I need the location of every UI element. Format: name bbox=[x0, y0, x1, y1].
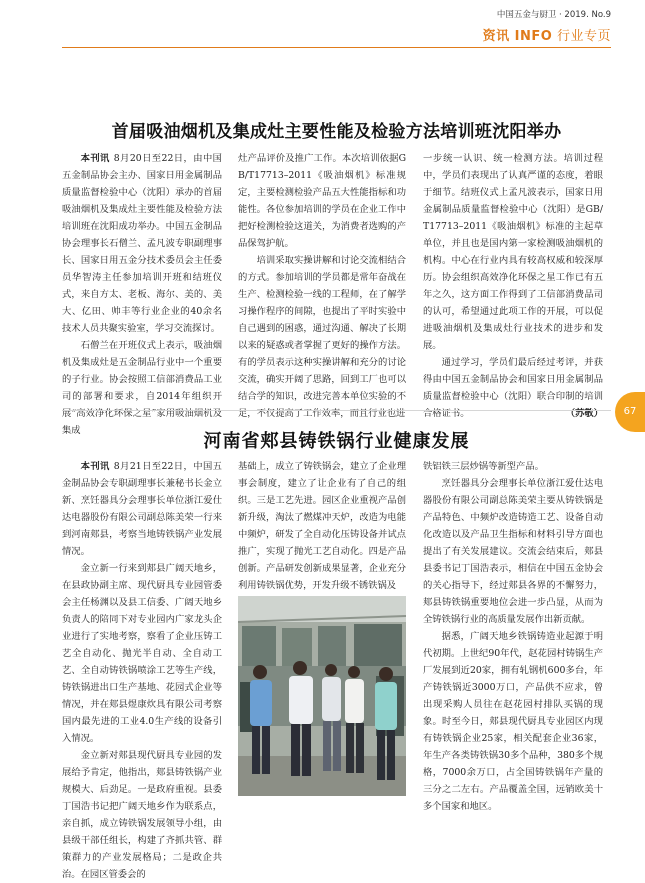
factory-visit-photo bbox=[238, 596, 406, 796]
article-divider bbox=[62, 410, 611, 411]
issue-info: 中国五金与厨卫 · 2019. No.9 bbox=[496, 10, 611, 20]
article1-byline: 本刊讯 bbox=[80, 153, 110, 164]
article2-column-2 bbox=[238, 458, 406, 594]
article1-title: 首届吸油烟机及集成灶主要性能及检验方法培训班沈阳举办 bbox=[111, 122, 562, 142]
article1-signature: （苏敬） bbox=[565, 408, 603, 419]
section-name: 行业专页 bbox=[556, 29, 611, 44]
section-header bbox=[483, 25, 611, 44]
article1-paragraph: 培训采取实操讲解和讨论交流相结合的方式。参加培训的学员都是常年奋战在生产、检测检验一线的工程师，在了解学习操作程序的间隙，也提出了平时实验中自己遇到的困惑，通过沟通、解决了长期以来的疑惑或者掌握了更好的操作方法。有的学员表示这种实操讲解和充分的讨论交流，确实开阔了思路，回到工厂也可以结合学的知识，改进完善本单位实验的不足，不仅提高了工作效率，而且行业也进 bbox=[238, 255, 406, 419]
article2-paragraph: 铁铝铁三层炒锅等新型产品。 bbox=[423, 461, 544, 472]
article1-paragraph: 8月20日至22日，由中国五金制品协会主办、国家日用金属制品质量监督检验中心（沈阳）承办的首届吸油烟机及集成灶主要性能及检验方法培训班在沈阳成功举办。中国五金制品协会理事长石僧兰、孟凡波专职副理事长、国家日用五金分技术委员会主任委员华智涛主任参加培训开班和结班仪式，来自方太、老板、海尔、美的、美大、亿田、帅丰等行业企业的40余名技术人员共聚实验室，学习交流探讨。 bbox=[62, 153, 222, 334]
article1-column-3 bbox=[423, 150, 603, 422]
article1-paragraph: 灶产品评价及推广工作。本次培训依据GB/T17713–2011《吸油烟机》标准规定，主要检测检验产品五大性能指标和功能性。各位参加培训的学员在企业工作中把好检测检验这道关，为消费者选购的产品保驾护航。 bbox=[238, 153, 406, 249]
header-rule bbox=[62, 47, 611, 48]
article2-column-3 bbox=[423, 458, 603, 815]
section-prefix: 资讯 INFO bbox=[482, 29, 553, 44]
article2-paragraph: 据悉，广阔天地乡铁锅铸造业起源于明代初期。上世纪90年代，赵花园村铸锅生产厂发展到近20家，拥有轧钢机600多台，年产铸铁锅近3000万口，产品供不应求，曾出现采购人员往在赵花园村排队买锅的现象。时至今日，郏县现代厨具专业园区内现有铸铁锅企业25家，相关配套企业36家，年生产各类铸铁锅30多个品种，380多个规格，7000余万口，占全国铸铁锅年产量的三分之二左右。产品覆盖全国，远销欧美十多个国家和地区。 bbox=[423, 631, 603, 812]
article2-paragraph: 8月21日至22日，中国五金制品协会专职副理事长兼秘书长金立新、烹饪器具分会理事长单位浙江爱仕达电器股份有限公司副总陈美荣一行来到河南郏县，考察当地铸铁锅产业发展情况。 bbox=[62, 461, 222, 557]
article2-paragraph: 金立新一行来到郏县广阔天地乡，在县政协副主席、现代厨具专业园管委会主任杨渊以及县工信委、广阔天地乡负责人的陪同下对专业园内广家龙头企业进行了实地考察，察看了企业压铸工艺全自动化、抛光半自动、全自动工艺、全自动铸铁锅喷涂工艺等生产线，铸铁锅进出口生产基地、花园式企业等情况，并在郏县煜康炊具有限公司考察国内最先进的工业4.0生产线的设备引入情况。 bbox=[62, 563, 222, 744]
article1-paragraph: 一步统一认识、统一检测方法。培训过程中，学员们表现出了认真严谨的态度，着眼于细节。结班仪式上孟凡波表示，国家日用金属制品质量监督检验中心（沈阳）是GB/T17713–2011《吸油烟机》标准的主起草单位，并且也是国内第一家检测吸油烟机的机构。中心在行业内具有较高权威和较深厚历。协会组织高效净化环保之星工作已有五年之久，这方面工作得到了工信部消费品司的认可，希望通过此项工作的开展，可以促进吸油烟机及集成灶行业技术的进步和发展。 bbox=[423, 153, 603, 351]
article2-column-1 bbox=[62, 458, 222, 883]
article2-byline: 本刊讯 bbox=[80, 461, 110, 472]
article1-paragraph: 通过学习，学员们最后经过考评，并获得由中国五金制品协会和国家日用金属制品质量监督检验中心（沈阳）联合印制的培训合格证书。 bbox=[423, 357, 603, 419]
article2-title: 河南省郏县铸铁锅行业健康发展 bbox=[203, 431, 470, 452]
article2-paragraph: 基础上，成立了铸铁锅会，建立了企业理事会制度，建立了让企业有了自己的组织。三是工艺先进。园区企业重视产品创新升级，淘汰了燃煤冲天炉，改造为电能中频炉，研发了全自动化压铸设备并试点推广，实现了抛光工艺自动化。四是产品创新。产品研发创新成果显著，企业充分利用铸铁锅优势，开发升级不锈铁锅及 bbox=[238, 461, 406, 591]
article2-paragraph: 金立新对郏县现代厨具专业园的发展给予肯定，他指出，郏县铸铁锅产业规模大、后劲足。一是政府重视。县委丁国浩书记把广阔天地乡作为联系点，亲自抓，成立铸铁锅发展领导小组，由县级干部任组长，构建了齐抓共管、群策群力的产业发展格局；二是政企共治。在园区管委会的 bbox=[62, 750, 222, 880]
article1-column-1 bbox=[62, 150, 222, 439]
page-number: 67 bbox=[615, 392, 645, 432]
article1-paragraph: 石僧兰在开班仪式上表示，吸油烟机及集成灶是五金制品行业中一个重要的子行业。协会按照工信部消费品工业司的部署和要求，自2014年组织开展“高效净化环保之星”家用吸油烟机及集成 bbox=[62, 340, 222, 436]
article1-column-2 bbox=[238, 150, 406, 422]
article2-paragraph: 烹饪器具分会理事长单位浙江爱仕达电器股份有限公司副总陈美荣主要从铸铁锅是产品特色、中频炉改造铸造工艺、设备自动化改造以及产品卫生指标和材料引导方面也提出了有关发展建议。交流会结束后，郏县县委书记丁国浩表示，相信在中国五金协会的关心指导下，经过郏县各界的不懈努力，郏县铸铁锅重要地位会进一步凸显，从而为全铸铁锅行业的高质量发展作出新贡献。 bbox=[423, 478, 603, 625]
